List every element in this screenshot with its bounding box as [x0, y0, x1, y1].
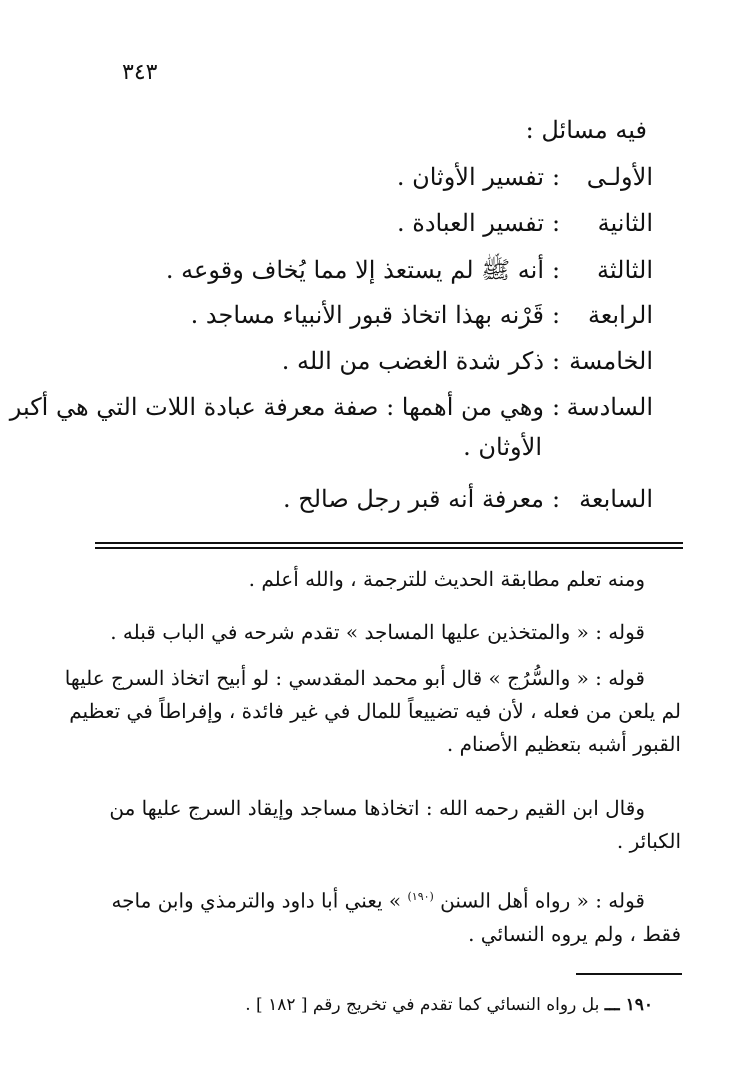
- issue-text: قَرْنه بهذا اتخاذ قبور الأنبياء مساجد .: [190, 301, 544, 329]
- commentary-paragraph-5: [41, 880, 681, 951]
- issue-colon: :: [551, 301, 561, 329]
- issue-colon: :: [551, 256, 561, 284]
- issue-text: تفسير العبادة .: [397, 209, 544, 237]
- issue-6: [9, 393, 653, 461]
- paragraph-line: الكبائر .: [616, 829, 681, 853]
- footnote-rule: [576, 973, 682, 975]
- footnote-number: ١٩٠ ـــ: [604, 995, 653, 1015]
- paragraph-line: ومنه تعلم مطابقة الحديث للترجمة ، والله أعلم .: [248, 567, 645, 591]
- separator-rule-top: [95, 542, 683, 544]
- commentary-paragraph-4: [41, 792, 681, 858]
- paragraph-line: [41, 880, 681, 918]
- issue-text: ذكر شدة الغضب من الله .: [281, 347, 544, 375]
- page-number: ٣٤٣: [122, 60, 158, 85]
- issue-2: [397, 209, 653, 237]
- issue-colon: :: [551, 347, 561, 375]
- issue-colon: :: [551, 485, 561, 513]
- issue-continuation: الأوثان .: [463, 433, 542, 461]
- footnote-text: بل رواه النسائي كما تقدم في تخريج رقم [ ١٨٢ ] .: [245, 995, 600, 1015]
- paragraph-line: لم يلعن من فعله ، لأن فيه تضييعاً للمال في غير فائدة ، وإفراطاً في تعظيم: [69, 699, 681, 723]
- issue-label: السابعة: [579, 485, 653, 513]
- issue-4: [191, 301, 653, 329]
- separator-rule-bottom: [95, 547, 683, 549]
- issue-text: وهي من أهمها : صفة معرفة عبادة اللات التي هي أكبر: [9, 393, 544, 421]
- paragraph-line: قوله : « والسُّرُج » قال أبو محمد المقدسي : لو أبيح اتخاذ السرج عليها: [64, 666, 645, 690]
- issue-label: الثانية: [597, 209, 653, 237]
- issue-5: [282, 347, 653, 375]
- commentary-paragraph-3: [41, 662, 681, 761]
- issue-label: الخامسة: [569, 347, 653, 375]
- issue-1: [397, 163, 653, 191]
- issue-label: السادسة: [566, 393, 653, 421]
- quote-end: » يعني أبا داود والترمذي وابن ماجه: [111, 888, 402, 913]
- issue-label: الثالثة: [597, 256, 653, 284]
- paragraph-line: فقط ، ولم يروه النسائي .: [468, 921, 681, 946]
- issue-text: معرفة أنه قبر رجل صالح .: [282, 485, 544, 513]
- quote-start: قوله : « رواه أهل السنن: [440, 888, 645, 913]
- paragraph-line: القبور أشبه بتعظيم الأصنام .: [446, 732, 681, 756]
- issue-colon: :: [551, 209, 561, 237]
- issue-colon: :: [551, 163, 561, 191]
- issue-colon: :: [551, 393, 561, 421]
- issue-3: [166, 255, 653, 290]
- issue-label: الأولـى: [586, 163, 653, 191]
- paragraph-line: وقال ابن القيم رحمه الله : اتخاذها مساجد وإيقاد السرج عليها من: [109, 796, 645, 820]
- issue-7: [283, 485, 653, 513]
- issues-heading: فيه مسائل :: [525, 116, 647, 144]
- footnote: [245, 995, 653, 1015]
- footnote-reference[interactable]: (١٩٠): [407, 890, 434, 903]
- issue-label: الرابعة: [587, 301, 653, 329]
- issue-text: تفسير الأوثان .: [396, 163, 544, 191]
- paragraph-line: قوله : « والمتخذين عليها المساجد » تقدم شرحه في الباب قبله .: [110, 620, 645, 644]
- commentary-paragraph-1: [41, 563, 681, 596]
- commentary-paragraph-2: [41, 616, 681, 649]
- issue-text: أنه ﷺ لم يستعذ إلا مما يُخاف وقوعه .: [165, 256, 544, 284]
